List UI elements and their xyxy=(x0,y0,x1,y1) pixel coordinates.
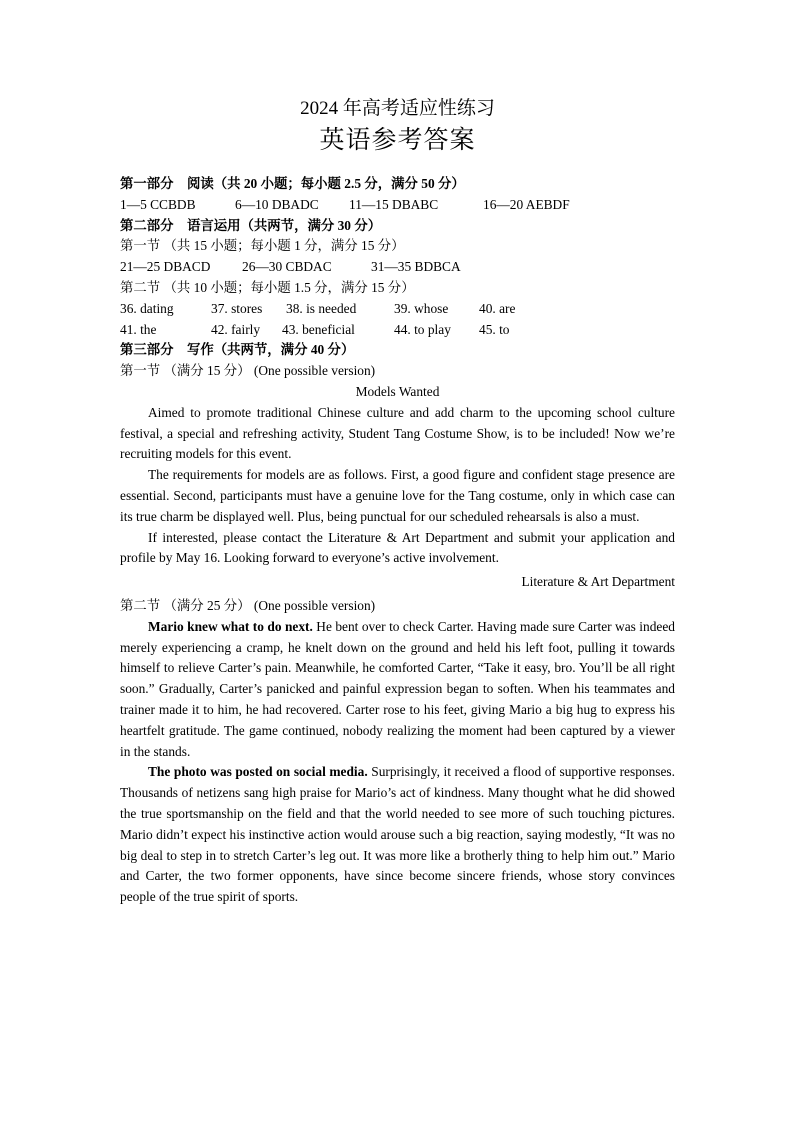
answer-key-page xyxy=(120,0,675,908)
essay-paragraph: If interested, please contact the Literature & Art Department and submit your application and profile by May 16. Looking forward to everyone’s active involvement. xyxy=(120,529,675,566)
essay-paragraph: The requirements for models are as follows. First, a good figure and confident stage presence are essential. Second, participants must have a genuine love for the Tang costume, only in which case can its true charm be displayed well. Plus, being punctual for our scheduled rehearsals is also a must. xyxy=(120,467,675,524)
essay-signature: Literature & Art Department xyxy=(521,574,675,590)
part2-section2-row1 xyxy=(120,299,675,320)
story-paragraph xyxy=(120,762,675,908)
answer-group: 1—5 CCBDB xyxy=(120,196,196,212)
part2-section2-heading: 第二节 （共 10 小题；每小题 1.5 分，满分 15 分） xyxy=(120,279,415,295)
story-paragraph-body: Surprisingly, it received a flood of supportive responses. Thousands of netizens sang high praise for Mario’s act of kindness. Many thought what he did showed the true sportsmanship on the field and that the world needed to see more of such touching pictures. Mario didn’t expect his instinctive action would arouse such a big reaction, saying modestly, “It was no big deal to step in to stretch Carter’s leg out. It was more like a brotherly thing to help him out.” Mario and Carter, the two former opponents, have since become sincere friends, whose story convinces people of the true spirit of sports. xyxy=(120,764,675,905)
answer-group: 6—10 DBADC xyxy=(235,196,319,212)
part2-section2-row2 xyxy=(120,320,675,341)
story-paragraph-body: He bent over to check Carter. Having made sure Carter was indeed merely experiencing a cramp, he knelt down on the ground and held his left foot, pulling it towards himself to relieve Carter’s pain. Meanwhile, he comforted Carter, “Take it easy, bro. You’ll be all right soon.” Gradually, Carter’s panicked and painful expression began to soften. When his teammates and trainer made it to him, he had recovered. Carter rose to his feet, giving Mario a big hug to express his heartfelt gratitude. The game continued, nobody realizing the moment had been captured by a viewer in the stands. xyxy=(120,618,675,759)
part3-section2-heading: 第二节 （满分 25 分） (One possible version) xyxy=(120,597,376,613)
answer-group: 11—15 DBABC xyxy=(349,196,439,212)
answer-item: 37. stores xyxy=(211,300,263,316)
answer-group: 21—25 DBACD xyxy=(120,259,211,275)
essay-paragraph: Aimed to promote traditional Chinese culture and add charm to the upcoming school culture festival, a special and refreshing activity, Student Tang Costume Show, is to be included! Now we’re recruiting models for this event. xyxy=(120,404,675,462)
answer-item: 41. the xyxy=(120,321,157,337)
part2-section1-heading: 第一节 （共 15 小题；每小题 1 分，满分 15 分） xyxy=(120,238,405,254)
part2-section1-answers-row xyxy=(120,257,675,278)
answer-item: 39. whose xyxy=(394,300,449,316)
part1-heading: 第一部分 阅读（共 20 小题；每小题 2.5 分，满分 50 分） xyxy=(120,176,465,191)
part2-heading: 第二部分 语言运用（共两节，满分 30 分） xyxy=(120,217,382,233)
answer-item: 43. beneficial xyxy=(282,321,355,337)
story-paragraph xyxy=(120,617,675,763)
story-paragraph-lead: The photo was posted on social media. xyxy=(148,764,368,780)
answer-group: 16—20 AEBDF xyxy=(483,196,570,212)
document-subtitle: 英语参考答案 xyxy=(319,127,476,154)
answer-item: 45. to xyxy=(479,321,510,337)
answer-group: 31—35 BDBCA xyxy=(371,259,461,275)
answer-item: 36. dating xyxy=(120,300,174,316)
part3-heading: 第三部分 写作（共两节，满分 40 分） xyxy=(120,342,355,358)
answer-group: 26—30 CBDAC xyxy=(242,259,332,275)
answer-item: 38. is needed xyxy=(286,300,357,316)
story-paragraph-lead: Mario knew what to do next. xyxy=(148,618,313,634)
document-title: 2024 年高考适应性练习 xyxy=(300,98,495,119)
answer-item: 44. to play xyxy=(394,321,451,337)
part1-answers-row xyxy=(120,195,675,216)
answer-item: 42. fairly xyxy=(211,321,261,337)
part3-section1-heading: 第一节 （满分 15 分） (One possible version) xyxy=(120,363,376,379)
answer-item: 40. are xyxy=(479,300,516,316)
essay-title: Models Wanted xyxy=(355,383,440,399)
